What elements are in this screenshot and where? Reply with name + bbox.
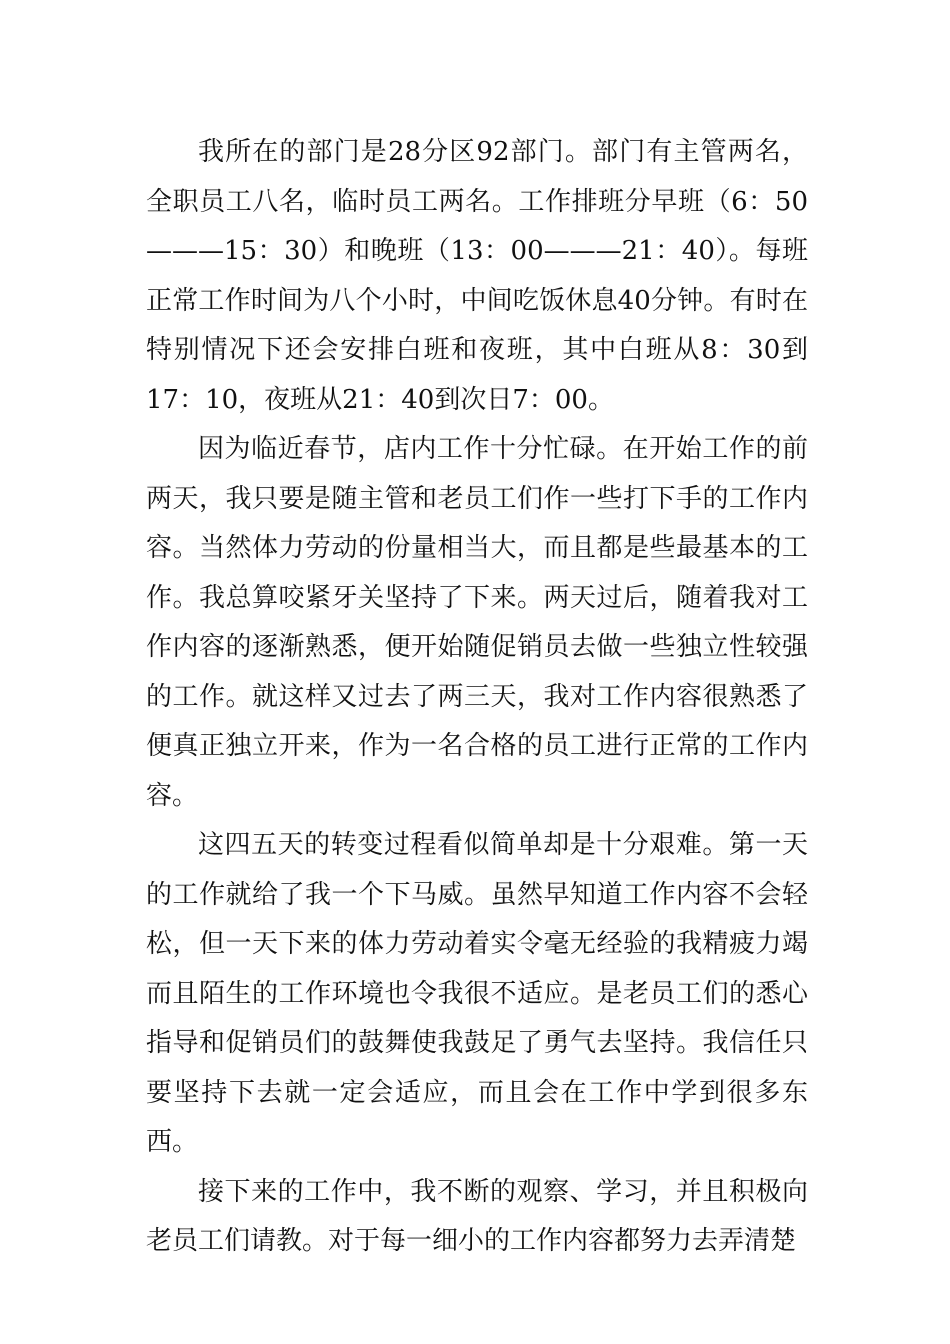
- paragraph: 因为临近春节，店内工作十分忙碌。在开始工作的前两天，我只要是随主管和老员工们作一些打下手的工作内容。当然体力劳动的份量相当大，而且都是些最基本的工作。我总算咬紧牙关坚持了下来。两天过后，随着我对工作内容的逐渐熟悉，便开始随促销员去做一些独立性较强的工作。就这样又过去了两三天，我对工作内容很熟悉了便真正独立开来，作为一名合格的员工进行正常的工作内容。: [146, 434, 808, 811]
- paragraph: 接下来的工作中，我不断的观察、学习，并且积极向老员工们请教。对于每一细小的工作内容都努力去弄清楚: [146, 1176, 808, 1256]
- paragraph: 我所在的部门是28分区92部门。部门有主管两名，全职员工八名，临时员工两名。工作排班分早班（6：50———15：30）和晚班（13：00———21：40）。每班正常工作时间为八个小时，中间吃饭休息40分钟。有时在特别情况下还会安排白班和夜班，其中白班从8：30到17：10，夜班从21：40到次日7：00。: [146, 137, 808, 415]
- paragraph: 这四五天的转变过程看似简单却是十分艰难。第一天的工作就给了我一个下马威。虽然早知道工作内容不会轻松，但一天下来的体力劳动着实令毫无经验的我精疲力竭而且陌生的工作环境也令我很不适应。是老员工们的悉心指导和促销员们的鼓舞使我鼓足了勇气去坚持。我信任只要坚持下去就一定会适应，而且会在工作中学到很多东西。: [146, 830, 808, 1157]
- document-body: [146, 128, 808, 1267]
